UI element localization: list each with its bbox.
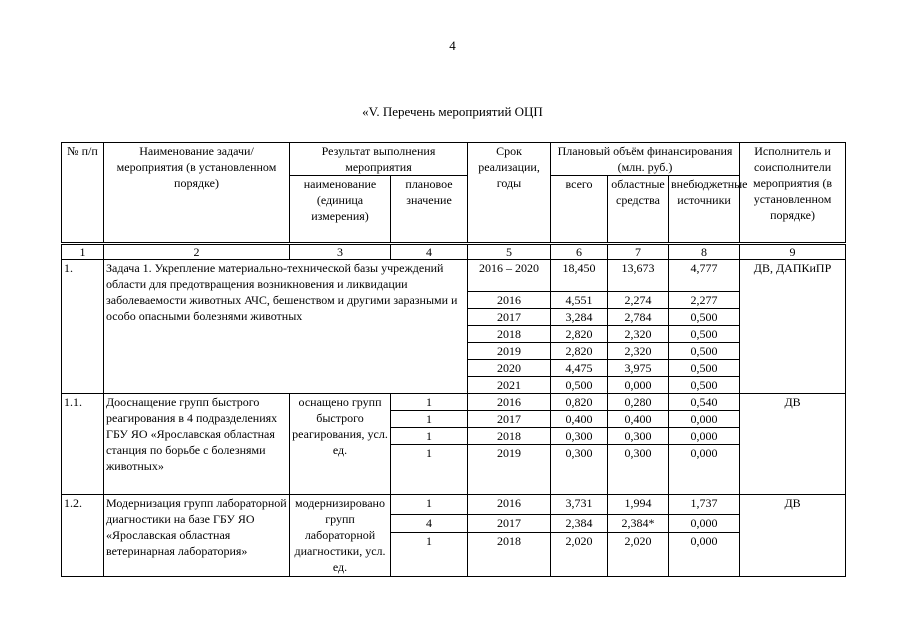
item11-num: 1.1. [62, 394, 104, 495]
item11-extra: 0,000 [669, 428, 740, 445]
item11-executor: ДВ [740, 394, 846, 495]
item12-plan: 1 [391, 495, 468, 515]
task1-regional: 13,673 [608, 260, 669, 292]
page-number: 4 [449, 38, 456, 53]
task1-extra: 0,500 [669, 343, 740, 360]
item12-num: 1.2. [62, 495, 104, 577]
header-term: Срок реализации, годы [468, 143, 551, 244]
task1-extra: 0,500 [669, 326, 740, 343]
item12-name: Модернизация групп лабораторной диагностики на базе ГБУ ЯО «Ярославская областная ветеринарная лаборатория» [104, 495, 290, 577]
item11-total: 0,820 [551, 394, 608, 411]
item12-total: 2,020 [551, 533, 608, 577]
item11-term: 2019 [468, 445, 551, 495]
task1-extra: 0,500 [669, 360, 740, 377]
task1-total: 3,284 [551, 309, 608, 326]
item12-executor: ДВ [740, 495, 846, 577]
task1-total: 4,551 [551, 292, 608, 309]
header-fund-total: всего [551, 176, 608, 244]
task1-regional: 3,975 [608, 360, 669, 377]
task1-term: 2018 [468, 326, 551, 343]
item11-extra: 0,540 [669, 394, 740, 411]
item11-row [62, 394, 846, 411]
col-index: 3 [290, 244, 391, 260]
task1-total: 4,475 [551, 360, 608, 377]
col-index: 5 [468, 244, 551, 260]
task1-extra: 0,500 [669, 377, 740, 394]
item11-regional: 0,280 [608, 394, 669, 411]
header-name: Наименование задачи/мероприятия (в установленном порядке) [104, 143, 290, 244]
item12-row [62, 495, 846, 515]
item12-regional: 2,384* [608, 515, 669, 533]
item11-total: 0,400 [551, 411, 608, 428]
task1-term: 2019 [468, 343, 551, 360]
item11-regional: 0,400 [608, 411, 669, 428]
item12-term: 2016 [468, 495, 551, 515]
item12-regional: 2,020 [608, 533, 669, 577]
item12-plan: 4 [391, 515, 468, 533]
measures-table [61, 142, 846, 577]
task1-total: 2,820 [551, 326, 608, 343]
header-fund-regional: областные средства [608, 176, 669, 244]
col-index: 8 [669, 244, 740, 260]
task1-term: 2020 [468, 360, 551, 377]
task1-total: 2,820 [551, 343, 608, 360]
item12-term: 2017 [468, 515, 551, 533]
header-result: Результат выполнения мероприятия [290, 143, 468, 176]
item12-regional: 1,994 [608, 495, 669, 515]
task1-extra: 0,500 [669, 309, 740, 326]
item12-extra: 1,737 [669, 495, 740, 515]
header-fund-extra: внебюджетные источники [669, 176, 740, 244]
item12-result-name: модернизировано групп лабораторной диагностики, усл. ед. [290, 495, 391, 577]
item12-term: 2018 [468, 533, 551, 577]
item11-plan: 1 [391, 394, 468, 411]
item11-plan: 1 [391, 428, 468, 445]
column-index-row [62, 244, 846, 260]
item12-plan: 1 [391, 533, 468, 577]
task1-total: 18,450 [551, 260, 608, 292]
task1-term: 2016 [468, 292, 551, 309]
item11-total: 0,300 [551, 428, 608, 445]
item11-plan: 1 [391, 411, 468, 428]
item11-term: 2016 [468, 394, 551, 411]
task1-total: 0,500 [551, 377, 608, 394]
item11-extra: 0,000 [669, 445, 740, 495]
item11-term: 2017 [468, 411, 551, 428]
header-row-1 [62, 143, 846, 176]
task1-extra: 2,277 [669, 292, 740, 309]
item11-term: 2018 [468, 428, 551, 445]
item11-plan: 1 [391, 445, 468, 495]
header-result-plan: плановое значение [391, 176, 468, 244]
item12-extra: 0,000 [669, 515, 740, 533]
task1-regional: 2,274 [608, 292, 669, 309]
col-index: 2 [104, 244, 290, 260]
header-executor: Исполнитель и соисполнители мероприятия (в установленном порядке) [740, 143, 846, 244]
item11-regional: 0,300 [608, 445, 669, 495]
task1-extra: 4,777 [669, 260, 740, 292]
task1-row [62, 260, 846, 292]
task1-regional: 2,320 [608, 343, 669, 360]
task1-term: 2017 [468, 309, 551, 326]
col-index: 7 [608, 244, 669, 260]
item11-result-name: оснащено групп быстрого реагирования, усл. ед. [290, 394, 391, 495]
item12-total: 3,731 [551, 495, 608, 515]
col-index: 9 [740, 244, 846, 260]
col-index: 1 [62, 244, 104, 260]
header-result-name: наименование (единица измерения) [290, 176, 391, 244]
task1-regional: 2,320 [608, 326, 669, 343]
header-num: № п/п [62, 143, 104, 244]
task1-num: 1. [62, 260, 104, 394]
col-index: 4 [391, 244, 468, 260]
item12-total: 2,384 [551, 515, 608, 533]
task1-regional: 0,000 [608, 377, 669, 394]
task1-term: 2016 – 2020 [468, 260, 551, 292]
item11-total: 0,300 [551, 445, 608, 495]
col-index: 6 [551, 244, 608, 260]
task1-name: Задача 1. Укрепление материально-технической базы учреждений области для предотвращения возникновения и ликвидации заболеваемости животных АЧС, бешенством и другими заразными и особо опасными болезнями животных [104, 260, 468, 394]
task1-term: 2021 [468, 377, 551, 394]
item11-name: Дооснащение групп быстрого реагирования в 4 подразделениях ГБУ ЯО «Ярославская областная станция по борьбе с болезнями животных» [104, 394, 290, 495]
item11-regional: 0,300 [608, 428, 669, 445]
item11-extra: 0,000 [669, 411, 740, 428]
task1-executor: ДВ, ДАПКиПР [740, 260, 846, 394]
task1-regional: 2,784 [608, 309, 669, 326]
item12-extra: 0,000 [669, 533, 740, 577]
header-funding: Плановый объём финансирования (млн. руб.) [551, 143, 740, 176]
section-title: «V. Перечень мероприятий ОЦП [362, 104, 543, 119]
